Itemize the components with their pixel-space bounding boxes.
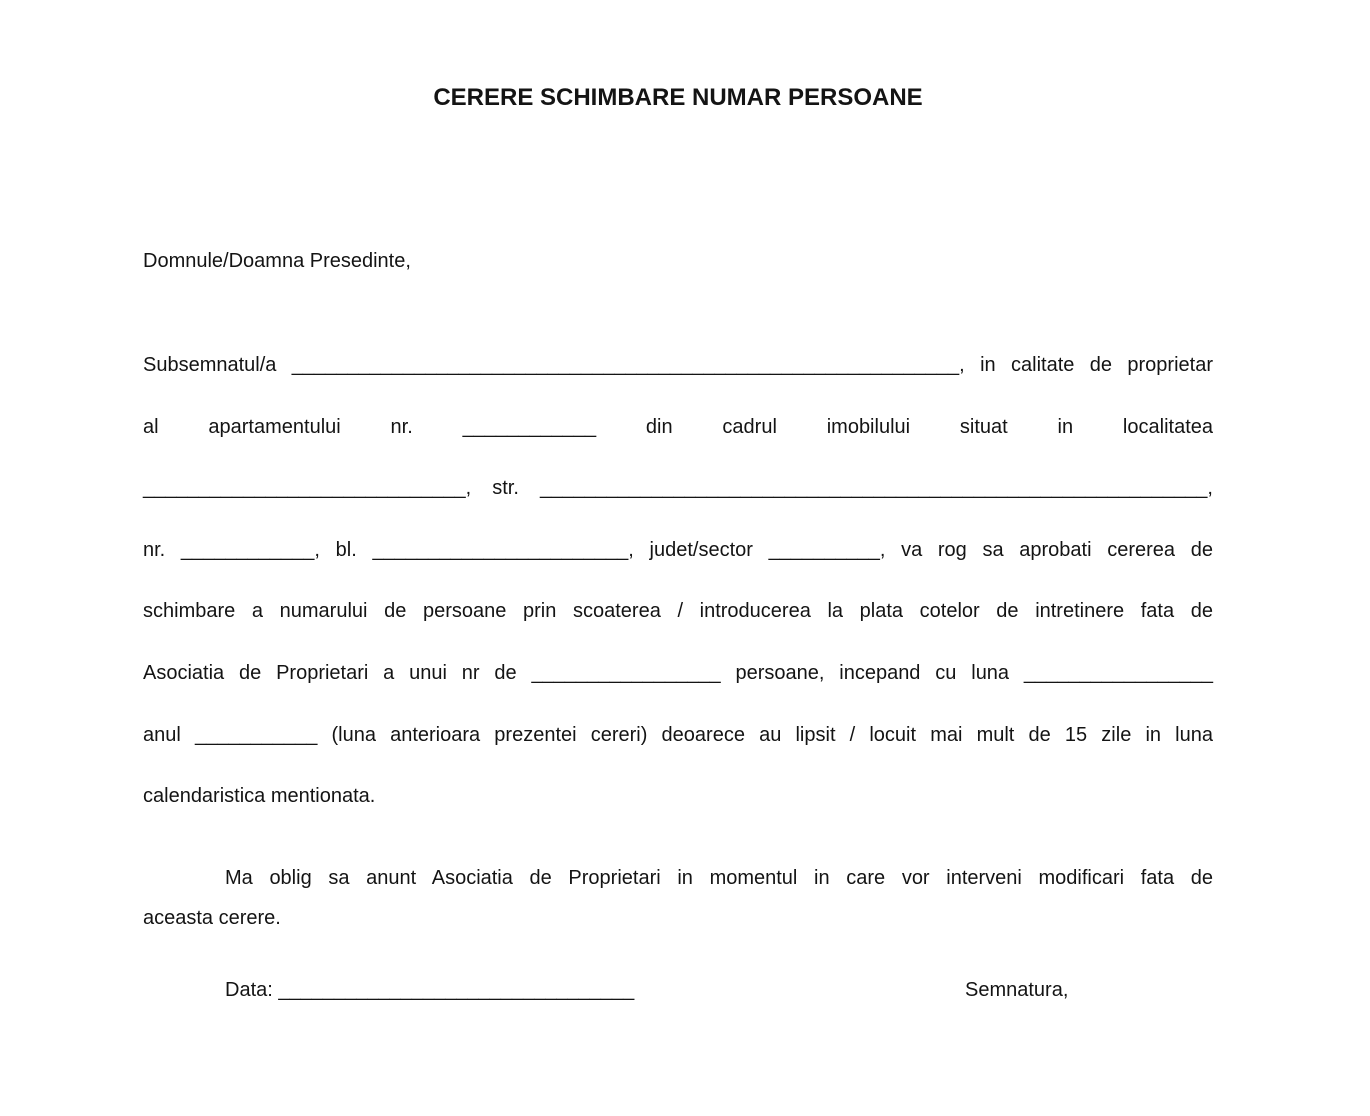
document-content: [143, 0, 1213, 1116]
signature-label: Semnatura,: [965, 979, 1069, 1001]
body-line: _____________________________, str. ____________________________________________________________,: [143, 477, 1213, 499]
closing-line: Ma oblig sa anunt Asociatia de Proprietari in momentul in care vor interveni modificari fata de: [225, 867, 1213, 889]
footer-row: [143, 975, 1213, 1005]
body-line: anul ___________ (luna anterioara prezentei cereri) deoarece au lipsit / locuit mai mult de 15 zile in luna: [143, 724, 1213, 746]
body-line: calendaristica mentionata.: [143, 785, 376, 807]
body-line: Asociatia de Proprietari a unui nr de _________________ persoane, incepand cu luna _________________: [143, 662, 1213, 684]
salutation-line: Domnule/Doamna Presedinte,: [143, 250, 411, 272]
date-field-line: Data: ________________________________: [225, 979, 635, 1001]
document-title: CERERE SCHIMBARE NUMAR PERSOANE: [433, 84, 923, 111]
body-line: Subsemnatul/a ____________________________________________________________, in calitate de proprietar: [143, 354, 1213, 376]
closing-line: aceasta cerere.: [143, 907, 281, 929]
body-line: nr. ____________, bl. _______________________, judet/sector __________, va rog sa aprobati cererea de: [143, 539, 1213, 561]
body-line: al apartamentului nr. ____________ din cadrul imobilului situat in localitatea: [143, 416, 1213, 438]
body-line: schimbare a numarului de persoane prin scoaterea / introducerea la plata cotelor de intretinere fata de: [143, 600, 1213, 622]
